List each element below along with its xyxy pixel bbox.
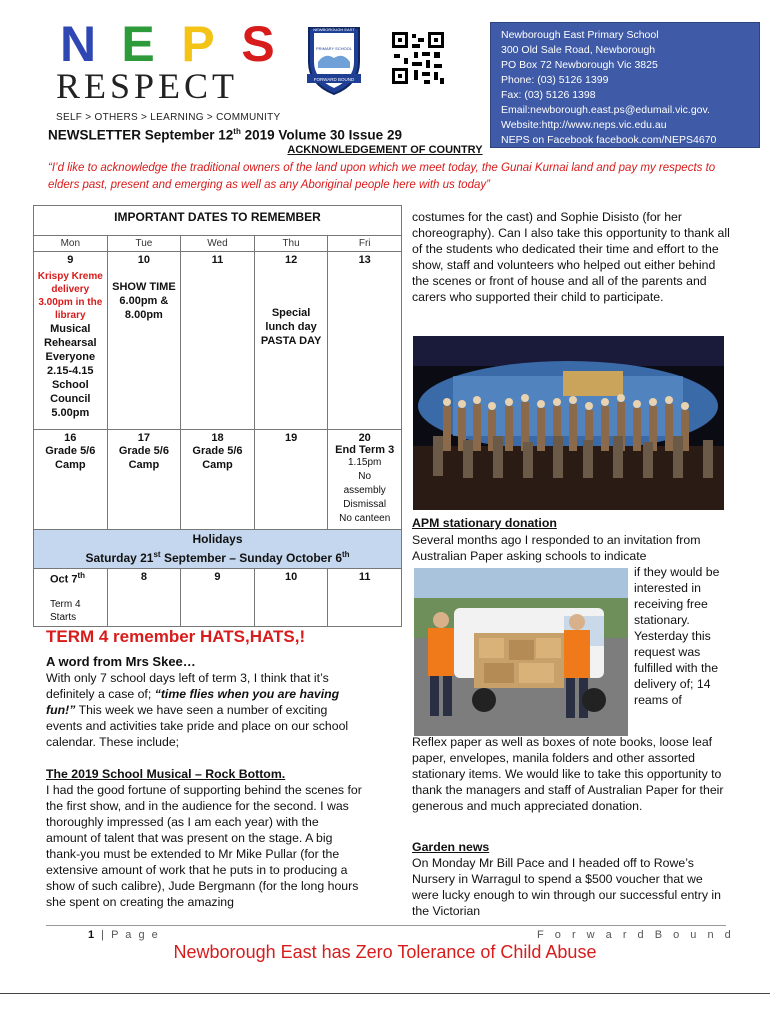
important-dates-table [33,205,402,627]
apm-delivery-photo [414,568,628,736]
crest-top-text: NEWBOROUGH EAST [313,27,355,32]
qr-code-icon [390,30,446,86]
week1-thu-cell [254,252,328,430]
week2-tue-num: 17 [137,432,151,444]
crest-banner-text: FORWARD BOUND [313,77,355,82]
intro-text-end: This week we have seen a number of exciting events and activities take pride and place on our school calendar. These include; [46,703,349,749]
newsletter-title-date: NEWSLETTER September 12 [48,127,234,143]
week2-thu-num: 19 [284,432,298,444]
musical-continued-text: costumes for the cast) and Sophie Disisto (for her choreography). Can I also take this opportunity to thank all of the students who dedicated their time and effort to the show, staff and volunteers who helped out either behind the scenes or front of house and all of the parents and carers who supported their child to participate. [412,210,730,304]
holidays-cell [34,530,402,569]
logo-letter-n: N [59,16,97,72]
newsletter-title-sup: th [233,127,241,136]
week1-fri-num: 13 [358,254,371,266]
week2-thu-cell [254,430,328,530]
day-wed: Wed [181,236,255,252]
week1-row [34,252,402,430]
zero-tolerance-statement: Newborough East has Zero Tolerance of Child Abuse [173,942,597,962]
day-fri: Fri [328,236,402,252]
acknowledgement-text: “I’d like to acknowledge the traditional owners of the land upon which we meet today, the Gunai Kurnai land and pay my respects to elders past, present and emerging as well as any Aboriginal people here with us today” [48,162,716,191]
dates-table-title: IMPORTANT DATES TO REMEMBER [34,206,402,236]
week1-wed-cell [181,252,255,430]
week1-thu-num: 12 [284,254,298,266]
holidays-start: Saturday 21 [85,551,154,565]
garden-news-heading: Garden news [412,840,490,854]
contact-email: Email:newborough.east.ps@edumail.vic.gov. [501,104,710,116]
end-term-assembly: assembly [343,485,386,496]
holidays-row [34,530,402,569]
week1-tue-num: 10 [137,254,151,266]
apm-donation-text-intro: Several months ago I responded to an invitation from Australian Paper asking schools to indicate [412,533,701,563]
crest-mid-text: PRIMARY SCHOOL [315,46,353,51]
apm-donation-text-rest: Reflex paper as well as boxes of note books, loose leaf paper, envelopes, manila folders and other assorted stationary items. We would like to take this opportunity to thank the managers and staff of Australian Paper for their generous and much appreciated donation. [412,735,724,813]
term4-starts-note: Term 4 Starts [50,598,81,623]
school-crest-icon [305,22,363,96]
week1-fri-cell [328,252,402,430]
school-contact-box [490,22,760,148]
left-column-body [46,670,362,910]
logo-respect-word: RESPECT [56,66,239,106]
week3-fri-cell [328,569,402,627]
week3-thu-cell [254,569,328,627]
holidays-end: September – Sunday October 6 [160,551,342,565]
day-thu: Thu [254,236,328,252]
intro-text-start: With only 7 school days left of term 3, I think that it’s definitely a case of; [46,671,329,701]
newsletter-title [48,127,402,143]
holidays-range [36,547,399,566]
week3-fri-num: 11 [358,571,371,583]
school-musical-text: I had the good fortune of supporting behind the scenes for the first show, and in the audience for the second. I was thoroughly impressed (as I am each year) with the amount of talent that was present on the stage. A big thank-you must be extended to Mr Mike Pullar (for the extensive amount of work that he puts in to producing a show of such calibre), Jude Bergmann (for the long hours she spent on creating the amazing [46,783,362,909]
show-time-note: SHOW TIME 6.00pm & 8.00pm [112,281,176,321]
contact-address: 300 Old Sale Road, Newborough [501,44,656,56]
acknowledgement-heading: ACKNOWLEDGEMENT OF COUNTRY [287,144,483,156]
logo-tagline: SELF > OTHERS > LEARNING > COMMUNITY [56,112,281,123]
intro-paragraph [46,670,362,750]
newsletter-title-volume: 2019 Volume 30 Issue 29 [240,127,402,143]
pasta-day-note: Special lunch day PASTA DAY [260,307,322,347]
day-mon: Mon [34,236,108,252]
week2-mon-num: 16 [64,432,77,444]
end-term-dismissal: Dismissal [343,499,387,510]
term4-hats-heading: TERM 4 remember HATS,HATS,! [46,627,306,646]
contact-fax: Fax: (03) 5126 1398 [501,89,596,101]
week1-tue-cell [107,252,181,430]
week2-row [34,430,402,530]
apm-donation-text-side: if they would be interested in receiving free stationary. Yesterday this request was fulfilled with the delivery of; 14 reams of [634,565,720,707]
neps-respect-logo [50,16,300,123]
week3-row [34,569,402,627]
day-tue: Tue [107,236,181,252]
holidays-label: Holidays [192,532,243,546]
neps-letters [50,16,286,72]
week2-fri-cell [328,430,402,530]
musical-rehearsal-note: Musical Rehearsal Everyone 2.15-4.15 School Council 5.00pm [44,323,97,419]
week2-wed-cell [181,430,255,530]
word-from-mrs-skee-heading: A word from Mrs Skee… [46,654,196,669]
logo-letter-e: E [121,16,155,72]
week3-tue-num: 8 [140,571,147,583]
logo-letter-p: P [181,16,215,72]
week3-wed-cell [181,569,255,627]
week3-mon-cell [34,569,108,627]
musical-stage-photo [413,336,724,510]
footer-divider [46,925,726,926]
logo-letter-s: S [241,16,275,72]
week1-mon-num: 9 [67,254,74,266]
page-number-label: | P a g e [96,929,160,941]
week2-tue-cell [107,430,181,530]
camp-note-tue: Grade 5/6 Camp [118,445,169,471]
week3-tue-cell [107,569,181,627]
week2-wed-num: 18 [211,432,224,444]
holidays-sup-th: th [342,550,350,559]
footer-motto: F o r w a r d B o u n d [537,929,735,941]
week3-mon-num: Oct 7 [50,573,78,586]
week1-wed-num: 11 [211,254,224,266]
week2-fri-num: 20 [358,432,371,444]
contact-phone: Phone: (03) 5126 1399 [501,74,609,86]
contact-school-name: Newborough East Primary School [501,29,659,41]
week2-mon-cell [34,430,108,530]
krispy-kreme-note: Krispy Kreme delivery 3.00pm in the library [37,271,103,321]
holidays-sup-st: st [153,550,161,559]
week1-mon-cell [34,252,108,430]
end-term-canteen: No canteen [339,513,391,524]
camp-note-mon: Grade 5/6 Camp [45,445,96,471]
day-names-row [34,236,402,252]
apm-donation-heading: APM stationary donation [412,516,557,530]
contact-facebook: NEPS on Facebook facebook.com/NEPS4670 [501,134,717,146]
week3-wed-num: 9 [214,571,221,583]
end-term-time: 1.15pm [348,457,382,468]
garden-news-text: On Monday Mr Bill Pace and I headed off to Rowe’s Nursery in Warragul to spend a $500 voucher that we were lucky enough to win through our successful entry in the Victorian [412,856,721,918]
week3-thu-num: 10 [284,571,298,583]
contact-po-box: PO Box 72 Newborough Vic 3825 [501,59,658,71]
contact-website: Website:http://www.neps.vic.edu.au [501,119,667,131]
end-term-no: No [358,471,372,482]
page-bottom-rule [0,993,770,994]
camp-note-wed: Grade 5/6 Camp [192,445,243,471]
page-number [88,929,160,941]
page-number-value: 1 [88,929,97,941]
school-musical-heading: The 2019 School Musical – Rock Bottom. [46,767,286,781]
end-term-note: End Term 3 [335,444,395,456]
week3-mon-sup: th [77,571,86,580]
intro-quote: “time flies when you are having fun!” [46,687,340,717]
